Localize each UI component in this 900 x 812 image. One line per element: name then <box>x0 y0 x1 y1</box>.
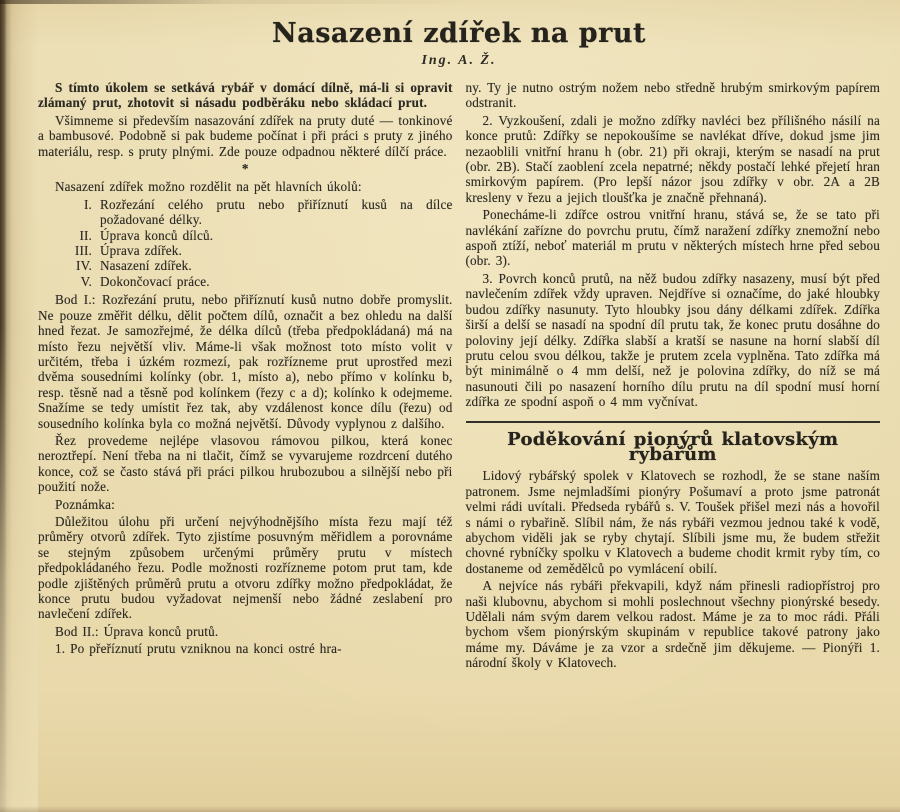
page-edge-top <box>0 0 900 4</box>
paragraph: Řez provedeme nejlépe vlasovou rámovou pilkou, která konec neroztřepí. Není třeba na ni tlačit, čímž se vyvarujeme rozdrcení dutého konce, což se často stává při práci pilkou hrubozubou a silnější nebo při použití nože. <box>38 432 453 495</box>
article-author: Ing. A. Ž. <box>421 53 497 68</box>
task-roman-numeral: III. <box>74 243 92 259</box>
task-item <box>38 197 453 228</box>
paragraph: Lidový rybářský spolek v Klatovech se rozhodl, že se stane naším patronem. Jsme nejmladšími pionýry Pošumaví a proto jsme patronát velmi rádi uvítali. Předseda rybářů s. V. Toušek přišel mezi nás a hovořil s námi o rybařině. Slíbil nám, že nás rybáři vezmou jednou také k vodě, abychom viděli jak se ryby chytají. Slíbili jsme mu, že budem střežit chovné rybníčky spolku v Klatovech a budeme chodit krmit ryby tím, co dostaneme od zemědělců po vymlácení obilí. <box>465 468 880 576</box>
right-column <box>466 80 881 673</box>
task-item <box>38 228 453 243</box>
paragraph-intro: S tímto úkolem se setkává rybář v domácí dílně, má-li si opravit zlámaný prut, zhotovit si násadu podběráku nebo skládací prut. <box>38 80 453 111</box>
paragraph: 1. Po přeříznutí prutu vzniknou na konci ostré hra- <box>55 641 342 657</box>
paragraph-bod-1: Bod I.: Rozřezání prutu, nebo přiříznutí kusů nutno dobře promyslit. Ne pouze změřit délku, dělit počtem dílů, označit a bez ohledu na další hned řezat. Je samozřejmé, že délka dílců (třeba předpokládaná) má na místo řezu největší vliv. Máme-li však možnost toto místo volit v určitém, třeba i úzkém rozmezí, pak rozřízneme prut uprostřed mezi dvěma sousedními kolínky (obr. 1, místo a), nebo přímo v kolínku b, resp. těsně nad a těsně pod kolínkem (řezy c a d); kolínko k odejmeme. Snažíme se tedy umístit řez tak, aby vzdálenost konce dílu (řezu) od sousedního kolínka byla co možná největší. Důvody vyplynou z dalšího. <box>38 292 453 431</box>
task-item <box>38 243 453 258</box>
task-roman-numeral: II. <box>79 227 92 243</box>
task-item <box>38 274 453 289</box>
paragraph: Ponecháme-li zdířce ostrou vnitřní hranu, stává se, že se tato při navlékání zařízne do povrchu prutu, čímž naražení zdířky znemožní nebo aspoň ztíží, neboť materiál m prutu v některých místech hrne před sebou (obr. 3). <box>465 207 880 269</box>
task-text: Nasazení zdířek. <box>100 258 192 274</box>
task-roman-numeral: I. <box>84 196 92 212</box>
task-text: Dokončovací práce. <box>100 273 210 289</box>
section-divider <box>466 421 881 423</box>
article-title: Nasazení zdířek na prut <box>272 18 646 49</box>
task-list <box>38 197 453 289</box>
asterisk-separator: * <box>241 161 249 177</box>
paragraph: A nejvíce nás rybáři překvapili, když nám přinesli radiopřístroj pro naši klubovnu, abychom si mohli poslechnout všechny pionýrské besedy. Udělali nám svým darem velkou radost. Máme je za to moc rádi. Přáli bychom všem pionýrským skupinám v republice takové patrony jako máme my. Dáváme je za vzor a srdečně jim děkujeme. — Pionýři 1. národní školy v Klatovech. <box>465 578 880 671</box>
task-roman-numeral: V. <box>80 273 92 289</box>
paragraph: 3. Povrch konců prutů, na něž budou zdířky nasazeny, musí být před navlečením zdířek vždy upraven. Nejdříve si označíme, do jaké hloubky budou zdířky nasunuty. Tyto hloubky jsou dány délkami zdířek. Zdířka širší a delší se nasadí na spodní díl prutu tak, že konec prutu dosáhne do poloviny její délky. Zdířka slabší a kratší se nasune na horní slabší díl prutu celou svou délkou, takže je prutem zcela vyplněna. Tato zdířka má být minimálně o 4 mm delší, než je polovina zdířky, do níž se má nasunouti čili po nasazení horního dílu prutu na díl spodní musí horní zdířka ze spodní aspoň o 4 mm vyčnívat. <box>465 270 880 410</box>
paragraph-continuation: ny. Ty je nutno ostrým nožem nebo středně hrubým smirkovým papírem odstranit. <box>465 80 880 111</box>
paragraph: Všimneme si především nasazování zdířek na pruty duté — tonkinové a bambusové. Podobně si pak budeme počínat i při práci s pruty z jiného materiálu, resp. s pruty plnými. Zde pouze odpadnou některé dílčí práce. <box>38 112 453 159</box>
task-text: Úprava zdířek. <box>100 243 182 259</box>
task-item <box>38 258 453 273</box>
left-column <box>38 80 453 673</box>
paragraph-bod-2: Bod II.: Úprava konců prutů. <box>55 623 219 639</box>
binding-shadow-left <box>0 0 38 812</box>
task-text: Úprava konců dílců. <box>100 227 214 243</box>
paragraph: Nasazení zdířek možno rozdělit na pět hlavních úkolů: <box>55 179 362 195</box>
task-text: Rozřezání celého prutu nebo přiříznutí kusů na dílce požadované délky. <box>100 196 453 228</box>
page-content <box>38 12 880 673</box>
page-edge-bottom <box>0 806 900 812</box>
task-roman-numeral: IV. <box>76 258 92 274</box>
second-article-title: Poděkování pionýrů klatovským rybářům <box>507 428 839 465</box>
note-label: Poznámka: <box>55 496 115 512</box>
paragraph: Důležitou úlohu při určení nejvýhodnějšího místa řezu mají též průměry otvorů zdířek. Tyto zjistíme posuvným měřidlem a porovnáme se stejným způsobem určenými průměry prutu v místech předpokládaného řezu. Podle možnosti rozřízneme potom prut tam, kde podle zjištěných průměrů prutu a otvoru zdířky možno předpokládat, že konce prutu budou vyžadovat nejmenší nebo žádné zeslabení pro navlečení zdířek. <box>38 513 453 622</box>
two-column-layout <box>38 80 880 673</box>
paragraph: 2. Vyzkoušení, zdali je možno zdířky navléci bez přílišného násilí na konce prutů: Zdířky se nepokoušíme se navlékat dříve, dokud jsme jim nezaoblili vnitřní hranu h (obr. 21) při okraji, kterým se nasadí na prut (obr. 2B). Stačí zaoblení zcela nepatrné; někdy postačí lehké přejetí hran smirkovým papírem. (Pro lepší názor jsou zdířky v obr. 2A a 2B kresleny v řezu a jejich tloušťka je značně přehnaná). <box>465 112 880 205</box>
